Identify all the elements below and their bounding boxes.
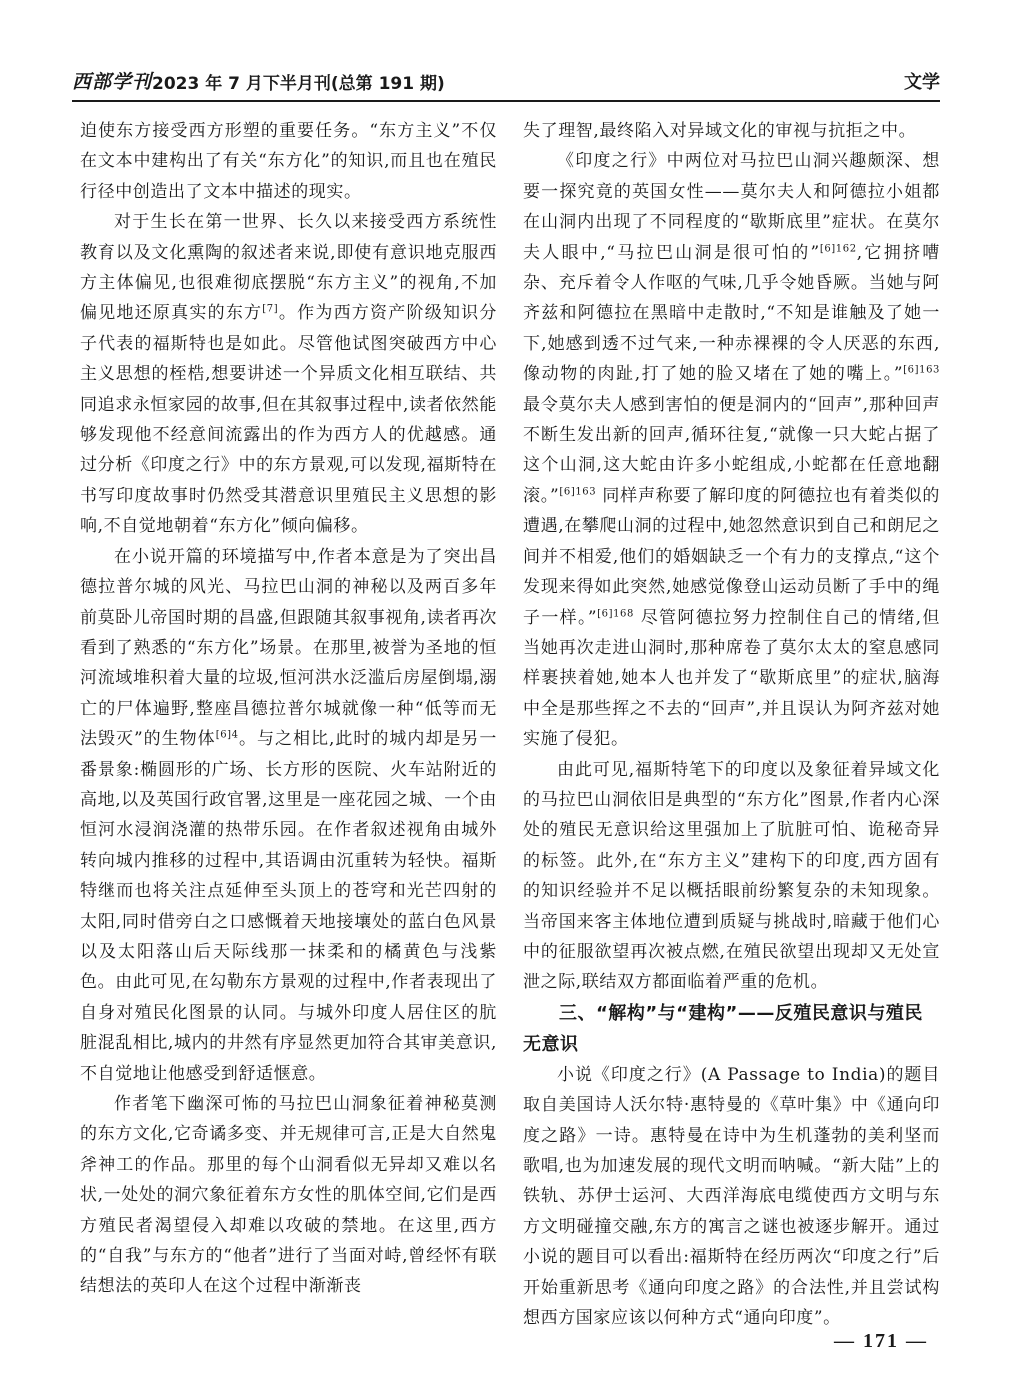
citation-ref: [6]163 [903,364,940,376]
paragraph-text: 失了理智,最终陷入对异域文化的审视与抗拒之中。 [523,121,917,141]
issue-info: 2023 年 7 月下半月刊(总第 191 期) [152,74,445,94]
left-column [80,116,497,1309]
paragraph-text: ,它拥挤嘈杂、充斥着令人作呕的气味,几乎令她昏厥。当她与阿齐兹和阿德拉在黑暗中走散时,“不知是谁触及了她一下,她感到透不过气来,一种赤裸裸的令人厌恶的东西,像动物的肉趾,打了她的脸又堵在了她的嘴上。” [523,242,940,385]
paragraph-text: 。与之相比,此时的城内却是另一番景象:椭圆形的广场、长方形的医院、火车站附近的高地,以及英国行政官署,这里是一座花园之城、一个由恒河水浸润浇灌的热带乐园。在作者叙述视角由城外转向城内推移的过程中,其语调由沉重转为轻快。福斯特继而也将关注点延伸至头顶上的苍穹和光芒四射的太阳,同时借旁白之口感慨着天地接壤处的蓝白色风景以及太阳落山后天际线那一抹柔和的橘黄色与浅紫色。由此可见,在勾勒东方景观的过程中,作者表现出了自身对殖民化图景的认同。与城外印度人居住区的肮脏混乱相比,城内的井然有序显然更加符合其审美意识,不自觉地让他感受到舒适惬意。 [80,729,497,1084]
citation-ref: [6]168 [597,607,634,619]
citation-ref: [6]4 [215,729,239,741]
body-paragraph [80,116,497,207]
citation-ref: [6]162 [819,242,857,254]
paragraph-text: 同样声称要了解印度的阿德拉也有着类似的遭遇,在攀爬山洞的过程中,她忽然意识到自己和朗尼之间并不相爱,他们的婚姻缺乏一个有力的支撑点,“这个发现来得如此突然,她感觉像登山运动员断了手中的绳子一样。” [523,485,941,628]
paragraph-text: 《印度之行》中两位对马拉巴山洞兴趣颇深、想要一探究竟的英国女性——莫尔夫人和阿德拉小姐都在山洞内出现了不同程度的“歇斯底里”症状。在莫尔夫人眼中,“马拉巴山洞是很可怕的” [523,151,940,263]
citation-ref: [7] [262,303,279,315]
paragraph-text: 小说《印度之行》(A Passage to India)的题目取自美国诗人沃尔特·惠特曼的《草叶集》中《通向印度之路》一诗。惠特曼在诗中为生机蓬勃的美利坚而歌唱,也为加速发展的现代文明而呐喊。“新大陆”上的铁轨、苏伊士运河、大西洋海底电缆使西方文明与东方文明碰撞交融,东方的寓言之谜也被逐步解开。通过小说的题目可以看出:福斯特在经历两次“印度之行”后开始重新思考《通向印度之路》的合法性,并且尝试构想西方国家应该以何种方式“通向印度”。 [523,1064,940,1329]
body-paragraph [80,1089,497,1302]
body-paragraph [523,1060,940,1334]
body-paragraph [523,146,940,754]
paragraph-text: 对于生长在第一世界、长久以来接受西方系统性教育以及文化熏陶的叙述者来说,即使有意识地克服西方主体偏见,也很难彻底摆脱“东方主义”的视角,不加偏见地还原真实的东方 [80,212,497,324]
body-paragraph [80,207,497,541]
paragraph-text: 由此可见,福斯特笔下的印度以及象征着异域文化的马拉巴山洞依旧是典型的“东方化”图景,作者内心深处的殖民无意识给这里强加上了肮脏可怕、诡秘奇异的标签。此外,在“东方主义”建构下的印度,西方固有的知识经验并不足以概括眼前纷繁复杂的未知现象。当帝国来客主体地位遭到质疑与挑战时,暗藏于他们心中的征服欲望再次被点燃,在殖民欲望出现却又无处宣泄之际,联结双方都面临着严重的危机。 [523,759,940,993]
paragraph-text: 最令莫尔夫人感到害怕的便是洞内的“回声”,那种回声不断生发出新的回声,循环往复,“就像一只大蛇占据了这个山洞,这大蛇由许多小蛇组成,小蛇都在任意地翻滚。” [523,394,940,506]
body-paragraph [80,542,497,1089]
paragraph-text: 尽管阿德拉努力控制住自己的情绪,但当她再次走进山洞时,那种席卷了莫尔太太的窒息感同样裹挟着她,她本人也并发了“歇斯底里”的症状,脑海中全是那些挥之不去的“回声”,并且误认为阿齐兹对她实施了侵犯。 [523,607,940,750]
journal-title [72,67,445,94]
running-header [72,64,940,102]
article-body [80,116,941,1329]
page-number: — 171 — [834,1330,928,1352]
body-paragraph [523,116,940,146]
paragraph-text: 在小说开篇的环境描写中,作者本意是为了突出昌德拉普尔城的风光、马拉巴山洞的神秘以及两百多年前莫卧儿帝国时期的昌盛,但跟随其叙事视角,读者再次看到了熟悉的“东方化”场景。在那里,被誉为圣地的恒河流域堆积着大量的垃圾,恒河洪水泛滥后房屋倒塌,溺亡的尸体遍野,整座昌德拉普尔城就像一种“低等而无法毁灭”的生物体 [80,546,497,750]
paragraph-text: 迫使东方接受西方形塑的重要任务。“东方主义”不仅在文本中建构出了有关“东方化”的知识,而且也在殖民行径中创造出了文本中描述的现实。 [80,121,497,202]
section-heading: 三、“解构”与“建构”——反殖民意识与殖民无意识 [523,1002,923,1055]
paragraph-text: 作者笔下幽深可怖的马拉巴山洞象征着神秘莫测的东方文化,它奇谲多变、并无规律可言,正是大自然鬼斧神工的作品。那里的每个山洞看似无异却又难以名状,一处处的洞穴象征着东方女性的肌体空间,它们是西方殖民者渴望侵入却难以攻破的禁地。在这里,西方的“自我”与东方的“他者”进行了当面对峙,曾经怀有联结想法的英印人在这个过程中渐渐丧 [80,1094,497,1297]
paragraph-text: 。作为西方资产阶级知识分子代表的福斯特也是如此。尽管他试图突破西方中心主义思想的桎梏,想要讲述一个异质文化相互联结、共同追求永恒家园的故事,但在其叙事过程中,读者依然能够发现他不经意间流露出的作为西方人的优越感。通过分析《印度之行》中的东方景观,可以发现,福斯特在书写印度故事时仍然受其潜意识里殖民主义思想的影响,不自觉地朝着“东方化”倾向偏移。 [80,303,498,537]
section-name: 文学 [904,72,940,93]
body-paragraph [523,755,940,998]
citation-ref: [6]163 [559,486,597,498]
journal-name: 西部学刊 [72,71,153,93]
right-column [523,116,941,1329]
